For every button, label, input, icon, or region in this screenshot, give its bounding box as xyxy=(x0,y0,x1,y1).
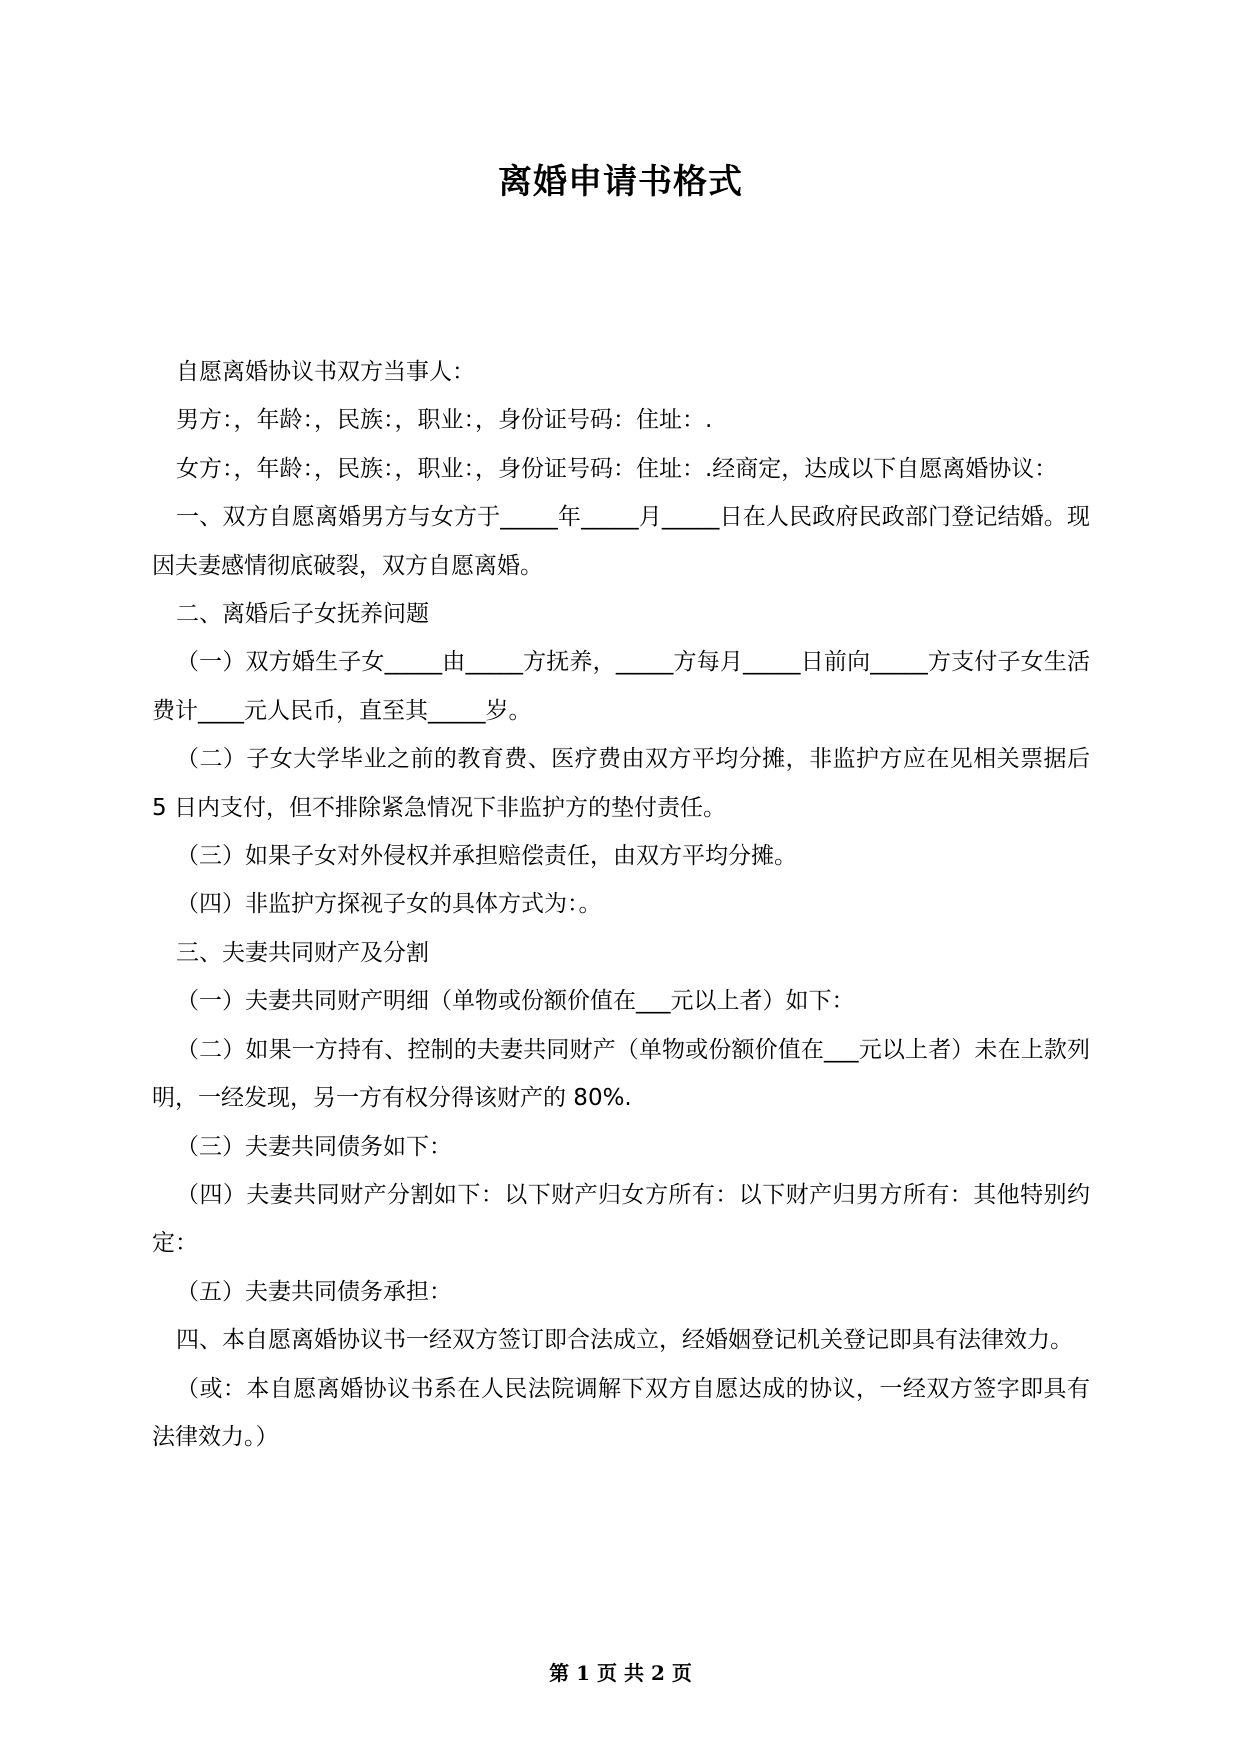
paragraph-section-3-item-3: （三）夫妻共同债务如下： xyxy=(176,1133,452,1160)
paragraph-section-3-item-2: （二）如果一方持有、控制的夫妻共同财产（单物或份额价值在___元以上者）未在上款列明，一经发现，另一方有权分得该财产的 80%. xyxy=(152,1036,1090,1112)
paragraph-section-2-item-3: （三）如果子女对外侵权并承担赔偿责任，由双方平均分摊。 xyxy=(176,843,797,870)
paragraph-male-party: 男方：，年龄：，民族：，职业：，身份证号码：住址：. xyxy=(176,407,713,434)
paragraph-section-4: 四、本自愿离婚协议书一经双方签订即合法成立，经婚姻登记机关登记即具有法律效力。 xyxy=(176,1327,1073,1354)
paragraph-section-3-item-5: （五）夫妻共同债务承担： xyxy=(176,1278,452,1305)
paragraph-female-party: 女方：，年龄：，民族：，职业：，身份证号码：住址：.经商定，达成以下自愿离婚协议： xyxy=(176,455,1058,482)
document-body xyxy=(152,348,1090,1461)
paragraph-section-2-item-4: （四）非监护方探视子女的具体方式为：。 xyxy=(176,891,602,918)
paragraph-section-3-item-4: （四）夫妻共同财产分割如下：以下财产归女方所有：以下财产归男方所有：其他特别约定： xyxy=(152,1181,1090,1257)
paragraph-section-2-heading: 二、离婚后子女抚养问题 xyxy=(176,601,429,628)
paragraph-section-3-heading: 三、夫妻共同财产及分割 xyxy=(176,939,429,966)
paragraph-section-4-alternative: （或：本自愿离婚协议书系在人民法院调解下双方自愿达成的协议，一经双方签字即具有法律效力。） xyxy=(152,1375,1090,1450)
paragraph-section-3-item-1: （一）夫妻共同财产明细（单物或份额价值在___元以上者）如下： xyxy=(176,988,855,1015)
paragraph-parties-intro: 自愿离婚协议书双方当事人： xyxy=(176,359,475,385)
paragraph-section-2-item-2: （二）子女大学毕业之前的教育费、医疗费由双方平均分摊，非监护方应在见相关票据后 5 日内支付，但不排除紧急情况下非监护方的垫付责任。 xyxy=(152,746,1090,821)
paragraph-section-2-item-1: （一）双方婚生子女_____由_____方抚养，_____方每月_____日前向_____方支付子女生活费计____元人民币，直至其_____岁。 xyxy=(152,649,1090,724)
paragraph-section-1: 一、双方自愿离婚男方与女方于_____年_____月_____日在人民政府民政部门登记结婚。现因夫妻感情彻底破裂，双方自愿离婚。 xyxy=(152,504,1090,579)
page-number-footer: 第 1 页 共 2 页 xyxy=(549,1661,692,1685)
document-title: 离婚申请书格式 xyxy=(498,162,743,202)
